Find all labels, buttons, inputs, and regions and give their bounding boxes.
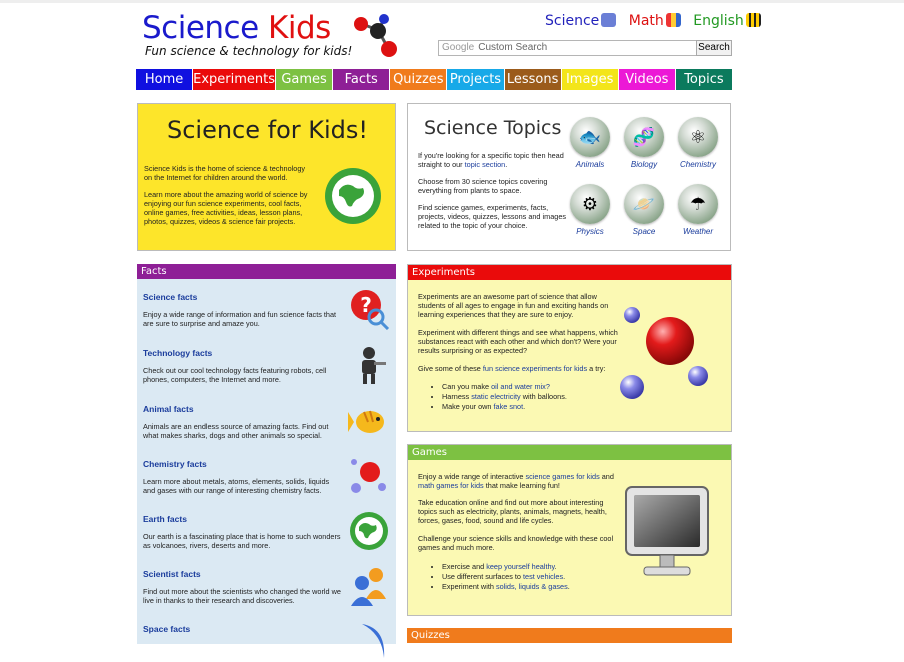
topics-intro	[418, 151, 568, 169]
fact-item-scientist	[143, 569, 343, 605]
fish-icon	[348, 400, 390, 442]
game-bullet	[442, 572, 570, 582]
topic-section-link[interactable]: topic section	[464, 160, 506, 169]
fact-desc-science: Enjoy a wide range of information and fun science facts that are sure to surprise and amaze you.	[143, 310, 337, 328]
fact-title-science[interactable]: Science facts	[143, 292, 198, 302]
bullet-end: with balloons.	[520, 392, 567, 401]
topic-space-label: Space	[632, 227, 656, 236]
topic-space[interactable]	[617, 184, 671, 236]
molecule-icon	[618, 303, 718, 403]
bullet-text: Can you make	[442, 382, 492, 391]
topic-weather-label: Weather	[682, 227, 714, 236]
experiments-try-text: Give some of these	[418, 364, 483, 373]
topic-physics-label: Physics	[576, 227, 604, 236]
site-math-label: Math	[628, 13, 664, 29]
facts-panel	[137, 264, 396, 644]
google-brand: Google	[442, 42, 475, 53]
computer-monitor-icon	[620, 483, 714, 583]
site-switcher	[545, 13, 769, 29]
topic-animals[interactable]	[563, 117, 617, 169]
fact-title-chemistry[interactable]: Chemistry facts	[143, 459, 207, 469]
bullet-text: Harness	[442, 392, 472, 401]
bullet-text: Use different surfaces to	[442, 572, 523, 581]
svg-text:?: ?	[360, 293, 372, 317]
globe-icon	[348, 510, 390, 552]
topics-title: Science Topics	[424, 117, 562, 139]
fish-icon: 🐟	[570, 117, 610, 157]
experiments-try	[418, 364, 623, 373]
dna-icon: 🧬	[624, 117, 664, 157]
fact-item-chemistry	[143, 459, 343, 495]
topics-intro-end: .	[505, 160, 508, 169]
globe-icon	[323, 166, 383, 226]
fact-item-animal	[143, 404, 343, 440]
topic-biology-label: Biology	[630, 160, 658, 169]
fact-desc-technology: Check out our cool technology facts featuring robots, cell phones, computers, the Internet and more.	[143, 366, 327, 384]
topic-chemistry[interactable]	[671, 117, 725, 169]
molecule-logo-icon	[350, 12, 398, 60]
bullet-end: .	[563, 572, 566, 581]
games-intro-mid: and	[599, 472, 614, 481]
gear-icon: ⚙	[570, 184, 610, 224]
site-science-label: Science	[545, 13, 600, 29]
oil-water-link[interactable]: oil and water mix?	[491, 382, 550, 391]
fact-title-technology[interactable]: Technology facts	[143, 348, 213, 358]
planet-icon: 🪐	[624, 184, 664, 224]
top-border	[0, 0, 904, 3]
bee-icon	[746, 13, 761, 27]
fact-title-scientist[interactable]: Scientist facts	[143, 569, 201, 579]
fact-desc-chemistry: Learn more about metals, atoms, elements, solids, liquids and gases with our range of interesting chemistry facts.	[143, 477, 330, 495]
fact-desc-animal: Animals are an endless source of amazing facts. Find out what makes sharks, dogs and other animals so special.	[143, 422, 329, 440]
experiments-try-end: a try:	[587, 364, 606, 373]
hero-title: Science for Kids!	[166, 116, 369, 144]
site-link-math[interactable]	[629, 13, 681, 29]
experiments-heading[interactable]: Experiments	[408, 265, 731, 280]
quizzes-heading[interactable]: Quizzes	[407, 628, 732, 643]
topic-biology[interactable]	[617, 117, 671, 169]
experiment-bullet	[442, 382, 567, 392]
solids-liquids-link[interactable]: solids, liquids & gases	[495, 582, 568, 591]
hero-intro: Science Kids is the home of science & technology on the Internet for children around the world.	[144, 164, 306, 182]
bullet-end: .	[523, 402, 526, 411]
search-placeholder: Custom Search	[478, 42, 548, 53]
topic-weather[interactable]	[671, 184, 725, 236]
experiments-intro: Experiments are an awesome part of science that allow students of all ages to engage in fun and exciting hands on learning experiences that they are sure to enjoy.	[418, 292, 609, 319]
nav-images[interactable]: Images	[562, 69, 619, 90]
topic-chemistry-label: Chemistry	[679, 160, 716, 169]
topics-choose: Choose from 30 science topics covering everything from plants to space.	[418, 177, 548, 195]
fact-item-science	[143, 292, 343, 328]
games-box	[407, 444, 732, 616]
games-challenge: Challenge your science skills and knowledge with these cool games and much more.	[418, 534, 614, 552]
atom-icon: ⚛	[678, 117, 718, 157]
logo-title	[142, 10, 352, 46]
search-input[interactable]	[438, 40, 697, 56]
fact-title-animal[interactable]: Animal facts	[143, 404, 194, 414]
logo-word-science: Science	[142, 10, 259, 46]
fact-title-earth[interactable]: Earth facts	[143, 514, 187, 524]
bullet-end: .	[567, 582, 570, 591]
games-heading[interactable]: Games	[408, 445, 731, 460]
moon-icon	[348, 620, 390, 662]
experiment-bullet	[442, 392, 567, 402]
hero-description: Learn more about the amazing world of science by enjoying our fun science experiments, cool facts, online games, free activities, ideas, lesson plans, photos, quizzes, videos & science fair projects.	[144, 190, 308, 226]
experiments-box	[407, 264, 732, 432]
nav-topics[interactable]: Topics	[676, 69, 732, 90]
test-vehicles-link[interactable]: test vehicles	[522, 572, 564, 581]
math-games-link[interactable]: math games for kids	[418, 481, 484, 490]
games-topics: Take education online and find out more about interesting topics such as electricity, plants, animals, magnets, health, forces, gases, food, sound and life cycles.	[418, 498, 607, 525]
nav-lessons[interactable]: Lessons	[505, 69, 562, 90]
bullet-text: Exercise and	[442, 562, 487, 571]
topics-find: Find science games, experiments, facts, projects, videos, quizzes, lessons and images related to the topic of your choice.	[418, 203, 567, 230]
flask-icon	[601, 13, 616, 27]
robot-icon	[348, 344, 390, 386]
fun-experiments-link[interactable]: fun science experiments for kids	[482, 364, 588, 373]
games-intro-text: Enjoy a wide range of interactive	[418, 472, 526, 481]
healthy-link[interactable]: keep yourself healthy	[486, 562, 555, 571]
site-link-science[interactable]	[545, 13, 616, 29]
experiments-list	[428, 382, 567, 412]
nav-experiments[interactable]: Experiments	[193, 69, 276, 90]
game-bullet	[442, 562, 570, 572]
nav-games[interactable]: Games	[276, 69, 333, 90]
molecule-icon	[348, 454, 390, 496]
site-link-english[interactable]	[693, 13, 761, 29]
question-magnifier-icon	[348, 288, 390, 330]
game-bullet	[442, 582, 570, 592]
static-electricity-link[interactable]: static electricity	[471, 392, 521, 401]
people-icon	[348, 565, 390, 607]
nav-projects[interactable]: Projects	[447, 69, 504, 90]
fact-desc-earth: Our earth is a fascinating place that is home to such wonders as volcanoes, rivers, deserts and more.	[143, 532, 341, 550]
logo-tagline: Fun science & technology for kids!	[145, 44, 353, 58]
topic-animals-label: Animals	[575, 160, 605, 169]
science-games-link[interactable]: science games for kids	[525, 472, 600, 481]
fact-item-space	[143, 624, 343, 634]
nav-videos[interactable]: Videos	[619, 69, 676, 90]
logo-word-kids: Kids	[268, 10, 331, 46]
bullet-text: Experiment with	[442, 582, 496, 591]
nav-quizzes[interactable]: Quizzes	[390, 69, 447, 90]
games-intro	[418, 472, 618, 490]
nav-home[interactable]: Home	[136, 69, 193, 90]
site-logo[interactable]	[142, 10, 352, 58]
nav-facts[interactable]: Facts	[333, 69, 390, 90]
bullet-text: Make your own	[442, 402, 494, 411]
topics-box	[407, 103, 731, 251]
umbrella-icon: ☂	[678, 184, 718, 224]
experiments-detail: Experiment with different things and see what happens, which substances react with each other and which don't? Were your results surprising or as expected?	[418, 328, 618, 355]
facts-heading[interactable]: Facts	[137, 264, 396, 279]
games-intro-end: that make learning fun!	[483, 481, 560, 490]
fact-title-space[interactable]: Space facts	[143, 624, 191, 634]
bullet-end: .	[554, 562, 557, 571]
search-button[interactable]: Search	[696, 40, 732, 56]
experiment-bullet	[442, 402, 567, 412]
topics-intro-text: If you're looking for a specific topic then head straight to our	[418, 151, 564, 169]
hero-box	[137, 103, 396, 251]
games-list	[428, 562, 570, 592]
main-nav	[136, 69, 732, 90]
fake-snot-link[interactable]: fake snot	[493, 402, 524, 411]
topic-physics[interactable]	[563, 184, 617, 236]
fact-item-technology	[143, 348, 343, 384]
fact-desc-scientist: Find out more about the scientists who changed the world we live in thanks to their research and discoveries.	[143, 587, 341, 605]
chart-icon	[666, 13, 681, 27]
fact-item-earth	[143, 514, 343, 550]
site-english-label: English	[693, 13, 744, 29]
